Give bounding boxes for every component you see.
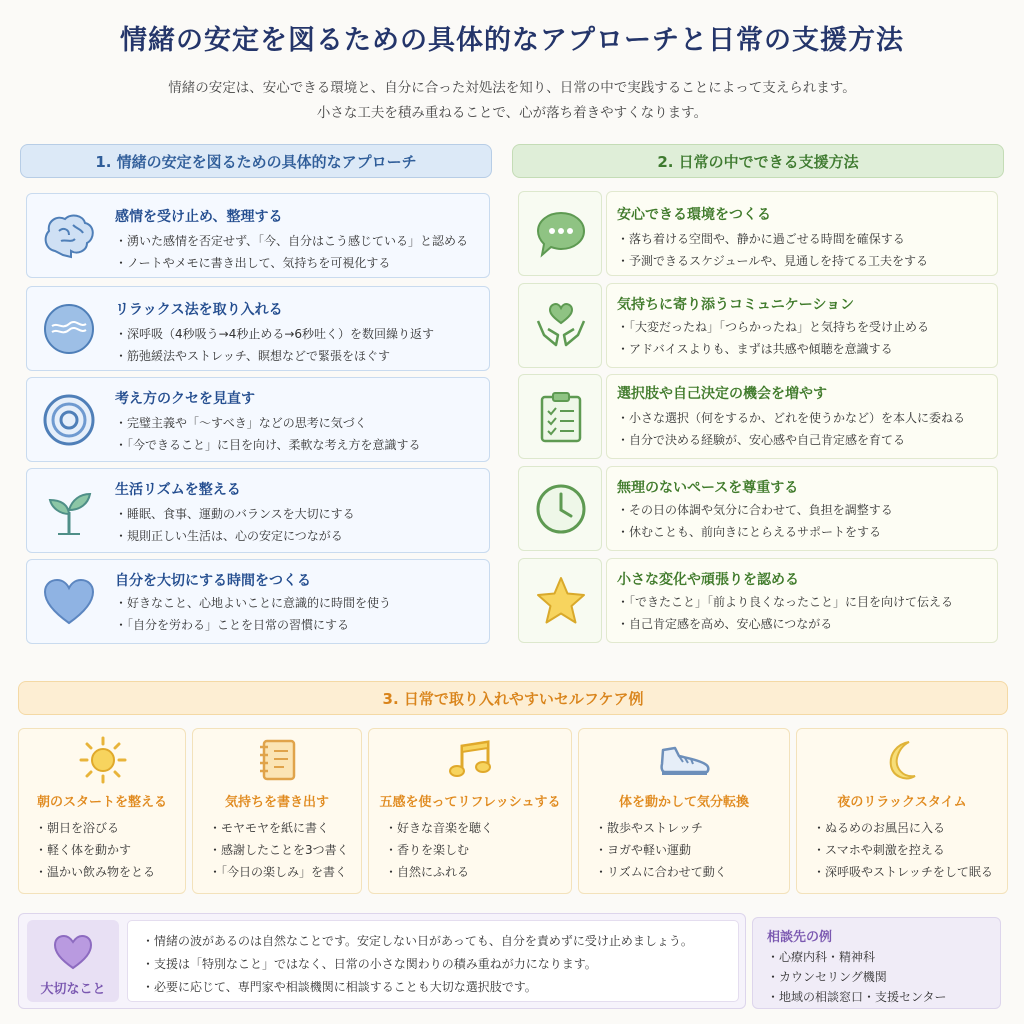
card-title: 気持ちに寄り添うコミュニケーション xyxy=(617,297,855,313)
selfcare-item: ・ぬるめのお風呂に入る xyxy=(813,821,946,835)
selfcare-item: ・香りを楽しむ xyxy=(385,843,470,857)
card-bullet: ・落ち着ける空間や、静かに過ごせる時間を確保する xyxy=(617,232,905,246)
consult-item: ・心療内科・精神科 xyxy=(767,950,876,964)
support-icon-box xyxy=(518,558,602,643)
card-bullet: ・筋弛緩法やストレッチ、瞑想などで緊張をほぐす xyxy=(115,349,391,363)
support-card xyxy=(606,374,998,459)
card-title: 小さな変化や頑張りを認める xyxy=(617,572,799,588)
card-title: 無理のないペースを尊重する xyxy=(617,480,799,496)
selfcare-item: ・自然にふれる xyxy=(385,865,470,879)
card-bullet: ・好きなこと、心地よいことに意識的に時間を使う xyxy=(115,596,392,610)
moon-icon xyxy=(873,735,933,785)
selfcare-title: 気持ちを書き出す xyxy=(224,795,329,810)
card-bullet: ・小さな選択（何をするか、どれを使うかなど）を本人に委ねる xyxy=(617,411,966,425)
support-card xyxy=(606,283,998,368)
selfcare-title: 朝のスタートを整える xyxy=(36,795,167,810)
intro-line-2: 小さな工夫を積み重ねることで、心が落ち着きやすくなります。 xyxy=(316,105,708,121)
selfcare-title: 夜のリラックスタイム xyxy=(837,795,967,810)
approach-card xyxy=(26,377,490,462)
support-icon-box xyxy=(518,191,602,276)
section3-heading: 3. 日常で取り入れやすいセルフケア例 xyxy=(18,681,1008,715)
section2-heading: 2. 日常の中でできる支援方法 xyxy=(512,144,1004,178)
support-icon-box xyxy=(518,374,602,459)
selfcare-item: ・散歩やストレッチ xyxy=(595,821,703,835)
selfcare-item: ・温かい飲み物をとる xyxy=(35,865,156,879)
selfcare-item: ・スマホや刺激を控える xyxy=(813,843,945,857)
selfcare-item: ・モヤモヤを紙に書く xyxy=(209,821,330,835)
card-bullet: ・その日の体調や気分に合わせて、負担を調整する xyxy=(617,503,893,517)
selfcare-item: ・軽く体を動かす xyxy=(35,843,132,857)
important-text-box xyxy=(127,920,739,1002)
page-title: 情緒の安定を図るための具体的なアプローチと日常の支援方法 xyxy=(120,25,904,56)
card-bullet: ・休むことも、前向きにとらえるサポートをする xyxy=(617,525,882,539)
target-icon xyxy=(39,390,99,450)
selfcare-item: ・好きな音楽を聴く xyxy=(385,821,494,835)
card-title: 自分を大切にする時間をつくる xyxy=(115,573,311,589)
section1-heading: 1. 情緒の安定を図るための具体的なアプローチ xyxy=(20,144,492,178)
important-label: 大切なこと xyxy=(40,982,106,997)
card-bullet: ・湧いた感情を否定せず、「今、自分はこう感じている」と認める xyxy=(115,234,469,248)
selfcare-card xyxy=(192,728,362,894)
support-card xyxy=(606,558,998,643)
important-line: ・情緒の波があるのは自然なことです。安定しない日があっても、自分を責めずに受け止めましょう。 xyxy=(142,934,693,948)
selfcare-item: ・ヨガや軽い運動 xyxy=(595,843,692,857)
selfcare-card xyxy=(368,728,572,894)
consult-title: 相談先の例 xyxy=(767,930,833,945)
selfcare-item: ・「今日の楽しみ」を書く xyxy=(209,865,348,879)
heart-icon xyxy=(39,572,99,632)
clock-icon xyxy=(531,479,591,539)
important-box xyxy=(18,913,746,1009)
consult-item: ・地域の相談窓口・支援センター xyxy=(767,990,947,1004)
support-icon-box xyxy=(518,283,602,368)
notebook-icon xyxy=(248,735,308,785)
consult-item: ・カウンセリング機関 xyxy=(767,970,887,984)
card-bullet: ・「自分を労わる」ことを日常の習慣にする xyxy=(115,618,350,632)
approach-card xyxy=(26,193,490,278)
hands-heart-icon xyxy=(531,296,591,356)
important-line: ・必要に応じて、専門家や相談機関に相談することも大切な選択肢です。 xyxy=(142,980,537,994)
card-bullet: ・自己肯定感を高め、安心感につながる xyxy=(617,617,833,631)
selfcare-item: ・リズムに合わせて動く xyxy=(595,865,727,879)
card-bullet: ・自分で決める経験が、安心感や自己肯定感を育てる xyxy=(617,433,906,447)
card-title: 感情を受け止め、整理する xyxy=(115,209,283,225)
card-bullet: ・深呼吸（4秒吸う→4秒止める→6秒吐く）を数回繰り返す xyxy=(115,327,435,341)
important-label-box xyxy=(27,920,119,1002)
card-bullet: ・「今できること」に目を向け、柔軟な考え方を意識する xyxy=(115,438,421,452)
card-bullet: ・ノートやメモに書き出して、気持ちを可視化する xyxy=(115,256,391,270)
selfcare-title: 体を動かして気分転換 xyxy=(618,795,749,810)
intro-text xyxy=(0,76,1024,126)
selfcare-title: 五感を使ってリフレッシュする xyxy=(379,795,561,810)
approach-card xyxy=(26,286,490,371)
intro-line-1: 情緒の安定は、安心できる環境と、自分に合った対処法を知り、日常の中で実践することによって支えられます。 xyxy=(168,80,856,96)
card-bullet: ・予測できるスケジュールや、見通しを持てる工夫をする xyxy=(617,254,929,268)
selfcare-card xyxy=(18,728,186,894)
sprout-icon xyxy=(39,481,99,541)
checklist-icon xyxy=(531,387,591,447)
sun-icon xyxy=(73,735,133,785)
card-bullet: ・規則正しい生活は、心の安定につながる xyxy=(115,529,343,543)
card-bullet: ・睡眠、食事、運動のバランスを大切にする xyxy=(115,507,355,521)
card-title: 考え方のクセを見直す xyxy=(115,391,255,407)
support-card xyxy=(606,191,998,276)
card-title: 安心できる環境をつくる xyxy=(617,207,771,223)
card-title: リラックス法を取り入れる xyxy=(115,302,283,318)
card-title: 選択肢や自己決定の機会を増やす xyxy=(617,386,827,402)
approach-card xyxy=(26,559,490,644)
approach-card xyxy=(26,468,490,553)
selfcare-card xyxy=(796,728,1008,894)
selfcare-card xyxy=(578,728,790,894)
important-line: ・支援は「特別なこと」ではなく、日常の小さな関わりの積み重ねが力になります。 xyxy=(142,957,597,971)
card-bullet: ・完璧主義や「〜すべき」などの思考に気づく xyxy=(115,416,367,430)
breathing-icon xyxy=(39,299,99,359)
selfcare-item: ・感謝したことを3つ書く xyxy=(209,843,349,857)
brain-icon xyxy=(39,206,99,266)
music-note-icon xyxy=(441,735,501,785)
card-title: 生活リズムを整える xyxy=(115,482,241,498)
consult-box xyxy=(752,917,1001,1009)
selfcare-item: ・深呼吸やストレッチをして眠る xyxy=(813,865,993,879)
selfcare-item: ・朝日を浴びる xyxy=(35,821,120,835)
speech-bubble-icon xyxy=(531,204,591,264)
card-bullet: ・「できたこと」「前より良くなったこと」に目を向けて伝える xyxy=(617,595,954,609)
shoe-icon xyxy=(655,735,715,785)
card-bullet: ・アドバイスよりも、まずは共感や傾聴を意識する xyxy=(617,342,893,356)
star-icon xyxy=(531,571,591,631)
purple-heart-icon xyxy=(51,930,95,974)
support-icon-box xyxy=(518,466,602,551)
support-card xyxy=(606,466,998,551)
card-bullet: ・「大変だったね」「つらかったね」と気持ちを受け止める xyxy=(617,320,930,334)
